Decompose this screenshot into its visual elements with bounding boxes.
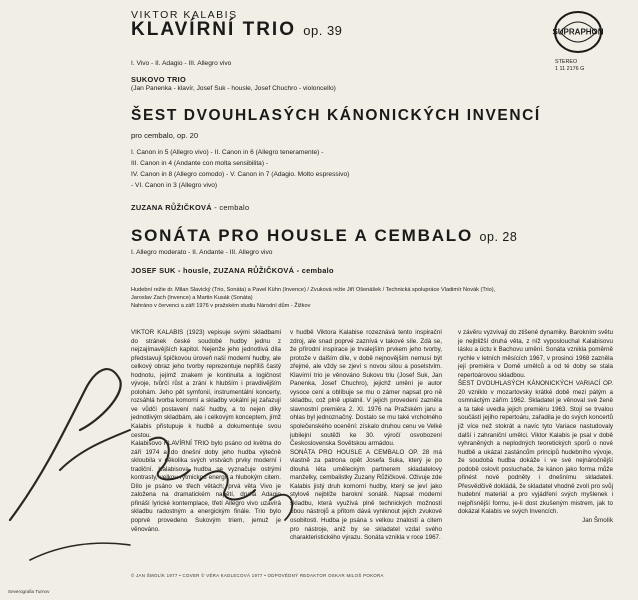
notes-column-1 [131,329,281,534]
notes-paragraph: SONÁTA PRO HOUSLE A CEMBALO OP. 28 má vlastně za patrona opět Josefa Suka, který je po dlouhá léta uměleckým partnerem skladatelovy manželky, cembalistky Zuzany Růžičkové. Oživuje zde Kalabis jistý druh komorní hudby, který se jeví jako stylově nejblíže barokní sonátě. Napsal moderní skladbu, která využívá plně technických možností obou nástrojů a přitom dává vyniknout jejich zvukové osobitosti. Hudba je psána s velkou znalostí a citem pro nástroje, aniž by se skladatel vzdal svého charakteristického výrazu. Sonáta vznikla v roce 1967. [290,448,442,542]
catalog-number: 1 11 2176 G [555,66,585,72]
trio-movements: I. Vivo - II. Adagio - III. Allegro vivo [131,60,232,67]
format-label: STEREO [555,59,578,65]
canon-line: IV. Canon in 8 (Allegro comodo) - V. Canon in 7 (Adagio. Molto espressivo) [131,171,350,178]
sonata-opus: op. 28 [479,230,518,244]
credits-line: Hudební režie dr. Milan Slavický (Trio, Sonáta) a Pavel Kühn (Invence) / Zvuková režie Jiří Ošenášek / Technická spolupráce Vladimír Novák (Trio), [131,287,496,293]
inventions-title: ŠEST DVOUHLASÝCH KÁNONICKÝCH INVENCÍ [131,107,541,124]
inventions-subtitle: pro cembalo, op. 20 [131,131,199,140]
canon-line: - VI. Canon in 3 (Allegro vivo) [131,182,218,189]
canon-line: III. Canon in 4 (Andante con molta sensibilita) - [131,160,269,167]
canon-line: I. Canon in 5 (Allegro vivo) - II. Canon in 6 (Allegro teneramente) - [131,149,324,156]
trio-members: (Jan Panenka - klavír, Josef Suk - housle, Josef Chuchro - violoncello) [131,85,336,92]
logo-text: SUPRAPHON [552,27,604,37]
notes-paragraph: v hudbě Viktora Kalabise rozeznává tento inspirační zdroj, ale snad poprvé zaznívá v takové síle. Zdá se, že přírodní inspirace je trvalejším prvkem jeho tvorby, protože v dalším díle, v době nejnovějším nemusí být zřejmé, ale vždy se zjeví s novou silou a poselstvím. Klavírní trio je věnováno Sukovu triu (Josef Suk, Jan Panenka, Josef Chuchro), jejichž umění je autor vysoce cení a oblíbuje se mu o zámer napsat pro ně skladbu, což plně uplatnil. V jejich provedení zazněla slavnostní premiéra 2. XI. 1976 na Pražském jaru a ohlas byl jednoznačný. Dostalo se mu také vrcholného společenského ocenění: získalo druhou cenu ve Velké jubilejní soutěži ke 30. výročí osvobození Československa Sovětskou armádou. [290,329,442,448]
credits-line: Jaroslav Zach (Invence) a Martin Kusák (Sonáta) [131,295,253,301]
sonata-movements: I. Allegro moderato - II. Andante - III. Allegro vivo [131,249,273,256]
sonata-title [131,226,517,246]
composer-name: VIKTOR KALABIS [131,9,238,21]
inventions-performer [131,203,249,212]
copyright-footer: © JAN ŠMOLÍK 1977 • COVER © VĚRA KADLECOVÁ 1977 • ODPOVĚDNÝ REDAKTOR OSKAR MILOŠ POKORA [131,573,384,578]
credits-line: Nahráno v červenci a září 1976 v pražském studiu Národní dům - Žižkov [131,303,311,309]
notes-paragraph: ŠEST DVOUHLASÝCH KÁNONICKÝCH VARIACÍ OP. 20 vzniklo v mozartovsky krátké době mezi pátým a osmnáctým zářím 1962. Skladatel je věnoval své ženě a ta také uvedla jejich premiéru 1963. Stojí se trvalou součástí jejího repertoáru, zařadila je do svých koncertů již více než stokrát a navíc tyto Variace nastudovaly další i zahraniční umělci. Viktor Kalabis je psal v době vyhraněných a neplodných teoretických sporů o nové hudbě a ukázal zastáncům principů hudebního vývoje, že soudobá hudba dokáže i ve své nejnáročnější podobě oslovit posluchače, že kánon jako forma může přinést nové podněty i dnešnímu skladateli. Přesvědčivě dokládá, že skladatel vhodně zvolí pro svůj hudební materiál a pro vyjádření svých myšlenek i nejpřísnější formu, je-li dost zkušeným mistrem, jak to dokázal Kalabis ve svých Invencích. [458,380,613,516]
supraphon-logo [548,6,608,56]
sonata-title-text: SONÁTA PRO HOUSLE A CEMBALO [131,226,474,245]
notes-paragraph: v závěru vyzvívají do ztišené dynamiky. Barokním světu je nejbližší druhá věta, z níž vyposlouchal Kalabisovu lásku a úctu k Bachovu umění. Sonáta vznikla poměrně rychle v letních měsících 1967, v prosinci 1968 zazněla její premiéra v Domě umělců a od té doby se stala repertoárovou skladbou. [458,329,613,379]
trio-opus: op. 39 [303,23,343,38]
notes-signature: Jan Šmolík [582,517,613,525]
trio-title [131,19,342,41]
inventions-performer-name: ZUZANA RŮŽIČKOVÁ [131,203,212,212]
notes-paragraph: VIKTOR KALABIS (1923) vepisuje svými skladbami do stránek české soudobé hudby jednu z nejzajímavějších kapitol. Nejenže jeho jednotlivá díla představují špičkovou úroveň naší moderní hudby, ale celkový obraz jeho tvorby reprezentuje nepříliš častý hodnotu, jejímž znakem je kontinuita a logičnost vývoje, tvůrčí růst a zrání k hlubším i pravdivějším polohám. Jeho pět symfonií, instrumentální koncerty, rozsáhlá tvorba komorní a skladby vokální jej zařazují ve vůdčí postavení naší hudby, a to nejen díky jednotlivým skladbám, ale i celkovým konceptem, jímž Kalabis přistupuje k hudbě a dokumentuje svou cestou. [131,329,281,439]
trio-title-text: KLAVÍRNÍ TRIO [131,19,296,40]
sonata-performers: JOSEF SUK - housle, ZUZANA RŮŽIČKOVÁ - cembalo [131,266,334,275]
trio-ensemble: SUKOVO TRIO [131,75,187,84]
inventions-performer-role: - cembalo [214,203,250,212]
catalog-info [555,59,584,73]
printer-credit: Severografia Turnov [8,589,50,594]
notes-column-3 [458,329,613,526]
notes-paragraph: Kalabisovo KLAVÍRNÍ TRIO bylo psáno od května do září 1974 a do dnešní doby jeho hudba výtečně skloubila v několika svých vrstvách prvky moderní i tradiční. Kalabisova hudba se vyznačuje ostrými kontrasty, velkou rytmickou energií a hlubokým citem. Dílo je psáno ve třech větách; prvá věta Vivo je založena na dramatickém napětí, druhá Adagio přináší lyrické kontemplace, třetí Allegro vivo uzavírá skladbu radostným a energickým finále. Trio bylo poprvé provedeno Sukovým triem, jemuž je věnováno. [131,440,281,533]
notes-column-2 [290,329,442,543]
